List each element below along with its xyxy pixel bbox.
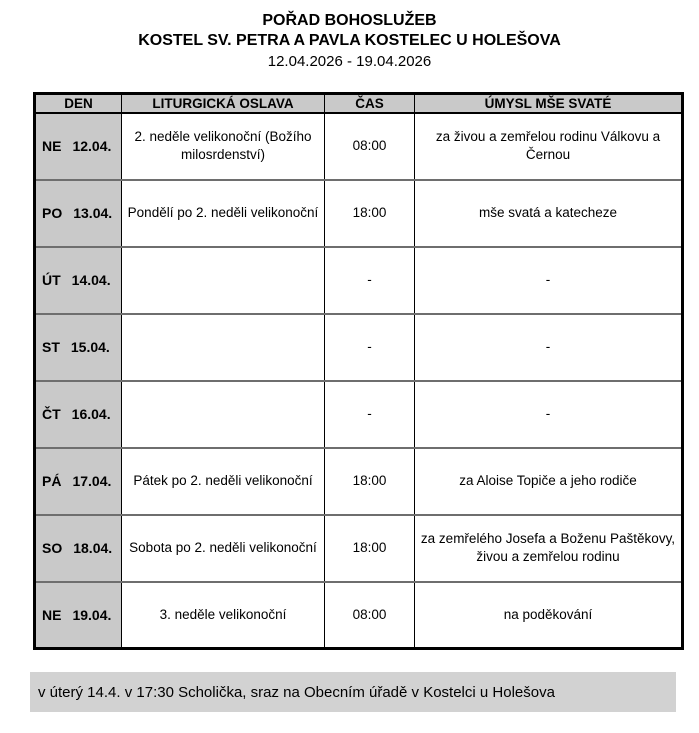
day-abbr: PÁ [42,472,62,489]
table-row [35,381,683,448]
day-date: 16.04. [71,405,111,422]
day-abbr: ÚT [42,271,61,288]
time-cell: 18:00 [325,448,415,515]
liturgy-cell [122,381,325,448]
table-row [35,180,683,247]
day-date: 17.04. [72,472,112,489]
liturgy-cell: 2. neděle velikonoční (Božího milosrdenství) [122,113,325,180]
day-cell [35,113,122,180]
page-title: POŘAD BOHOSLUŽEB [262,12,437,29]
date-range: 12.04.2026 - 19.04.2026 [267,53,432,70]
time-cell: 18:00 [325,515,415,582]
day-abbr: ST [42,338,60,355]
liturgy-cell [122,247,325,314]
intention-cell: - [415,247,683,314]
table-header-row [35,94,683,113]
intention-cell: na poděkování [415,582,683,649]
day-cell [35,448,122,515]
table-row [35,113,683,180]
day-cell [35,247,122,314]
column-header-day: DEN [35,94,122,113]
title-block [0,11,699,72]
time-cell: 18:00 [325,180,415,247]
day-cell [35,180,122,247]
liturgy-cell: 3. neděle velikonoční [122,582,325,649]
column-header-time: ČAS [325,94,415,113]
day-date: 13.04. [73,204,113,221]
footer-note-bar [30,672,676,712]
day-date: 18.04. [73,539,113,556]
day-date: 14.04. [71,271,111,288]
schedule-table [33,92,684,650]
day-cell [35,515,122,582]
day-cell [35,381,122,448]
day-abbr: SO [42,539,63,556]
liturgy-cell: Pondělí po 2. neděli velikonoční [122,180,325,247]
day-date: 12.04. [72,137,112,154]
day-abbr: NE [42,137,62,154]
church-name: KOSTEL SV. PETRA A PAVLA KOSTELEC U HOLEŠOVA [138,32,561,49]
intention-cell: za Aloise Topiče a jeho rodiče [415,448,683,515]
liturgy-cell: Sobota po 2. neděli velikonoční [122,515,325,582]
day-abbr: NE [42,606,62,623]
table-row [35,247,683,314]
footer-note-text: v úterý 14.4. v 17:30 Scholička, sraz na Obecním úřadě v Kostelci u Holešova [38,683,555,701]
table-row [35,582,683,649]
time-cell: 08:00 [325,582,415,649]
intention-cell: za zemřelého Josefa a Boženu Paštěkovy, živou a zemřelou rodinu [415,515,683,582]
liturgy-cell: Pátek po 2. neděli velikonoční [122,448,325,515]
column-header-intention: ÚMYSL MŠE SVATÉ [415,94,683,113]
day-cell [35,582,122,649]
day-cell [35,314,122,381]
day-abbr: PO [42,204,63,221]
day-abbr: ČT [42,405,61,422]
time-cell: - [325,247,415,314]
table-row [35,448,683,515]
day-date: 15.04. [70,338,110,355]
table-row [35,515,683,582]
intention-cell: mše svatá a katecheze [415,180,683,247]
column-header-liturgy: LITURGICKÁ OSLAVA [122,94,325,113]
day-date: 19.04. [72,606,112,623]
intention-cell: - [415,381,683,448]
table-row [35,314,683,381]
time-cell: - [325,314,415,381]
liturgy-cell [122,314,325,381]
intention-cell: - [415,314,683,381]
intention-cell: za živou a zemřelou rodinu Válkovu a Černou [415,113,683,180]
time-cell: 08:00 [325,113,415,180]
time-cell: - [325,381,415,448]
